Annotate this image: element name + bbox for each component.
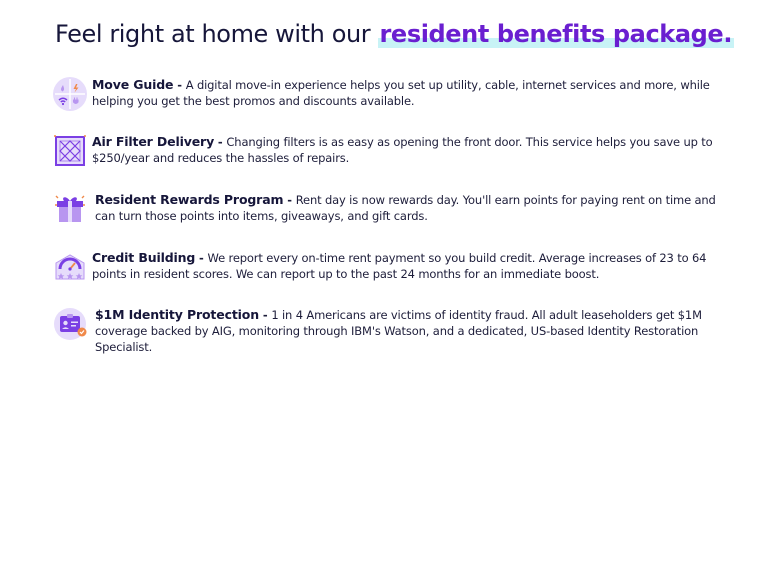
credit-gauge-icon (52, 247, 92, 287)
benefit-separator: - (258, 308, 272, 322)
benefit-title: Resident Rewards Program (95, 192, 284, 207)
identity-card-icon (52, 304, 95, 344)
headline-lead: Feel right at home with our (55, 20, 378, 48)
benefit-resident-rewards (52, 192, 720, 229)
benefit-description: A digital move-in experience helps you set up utility, cable, internet services and more, while helping you get the best promos and discounts available. (92, 78, 710, 108)
benefit-description: 1 in 4 Americans are victims of identity fraud. All adult leaseholders get $1M coverage backed by AIG, monitoring through IBM's Watson, and a dedicated, US-based Identity Restoration Specialist. (95, 308, 702, 354)
page-headline (55, 20, 734, 48)
benefit-title: Air Filter Delivery (92, 134, 215, 149)
benefit-description: Rent day is now rewards day. You'll earn points for paying rent on time and can turn those points into items, giveaways, and gift cards. (95, 193, 716, 223)
benefit-separator: - (283, 193, 296, 207)
headline-highlight: resident benefits package. (379, 20, 733, 48)
benefit-description: Changing filters is as easy as opening the front door. This service helps you save up to $250/year and reduces the hassles of repairs. (92, 135, 713, 165)
benefit-text (95, 192, 720, 224)
benefit-text (92, 77, 720, 109)
benefit-title: Move Guide (92, 77, 174, 92)
benefit-text (95, 307, 720, 355)
benefit-air-filter (52, 134, 720, 171)
benefit-title: $1M Identity Protection (95, 307, 259, 322)
air-filter-icon (52, 131, 92, 171)
benefit-separator: - (173, 78, 186, 92)
benefit-identity-protection (52, 307, 720, 355)
benefit-text (92, 134, 720, 166)
benefit-separator: - (195, 251, 208, 265)
benefit-text (92, 250, 720, 282)
gift-icon (52, 189, 95, 229)
move-guide-icon (52, 74, 92, 114)
benefit-title: Credit Building (92, 250, 196, 265)
benefit-credit-building (52, 250, 720, 287)
benefit-separator: - (214, 135, 227, 149)
benefit-move-guide (52, 77, 720, 114)
benefit-description: We report every on-time rent payment so you build credit. Average increases of 23 to 64 points in resident scores. We can report up to the past 24 months for an immediate boost. (92, 251, 707, 281)
